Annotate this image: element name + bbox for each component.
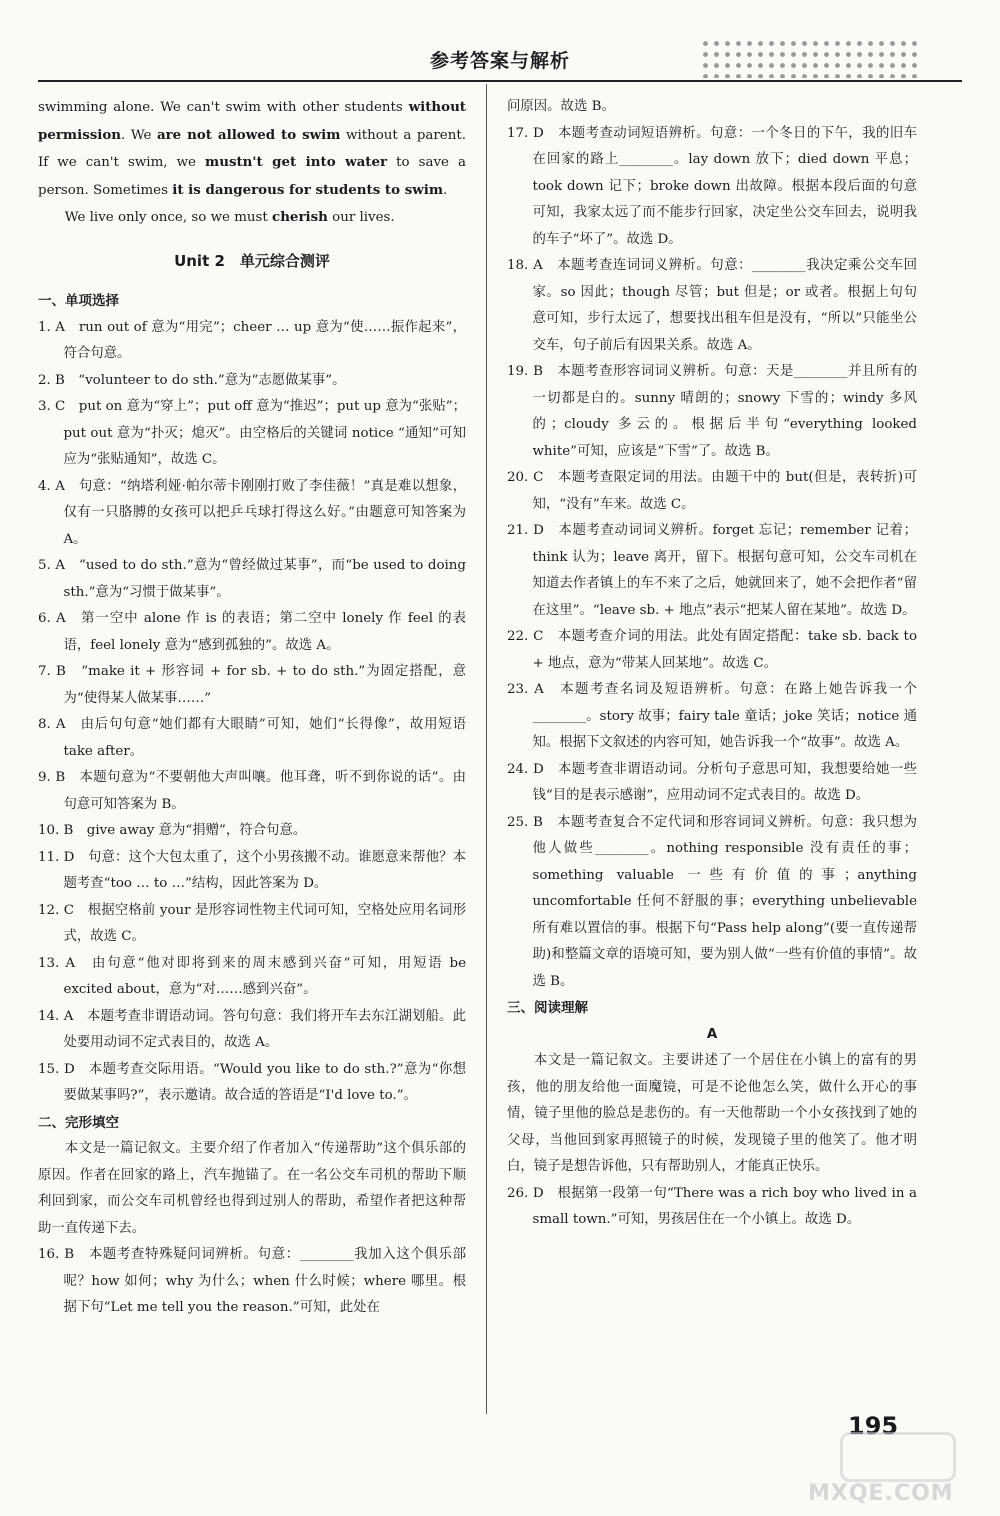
answer-item: 13. A 由句意“他对即将到来的周末感到兴奋”可知，用短语 be excited about，意为“对……感到兴奋”。 bbox=[38, 955, 466, 997]
answer-item: 20. C 本题考查限定词的用法。由题干中的 but(但是，表转折)可知，“没有”车来。故选 C。 bbox=[507, 470, 917, 512]
answer-item: 12. C 根据空格前 your 是形容词性物主代词可知，空格处应用名词形式，故选 C。 bbox=[38, 902, 466, 944]
text-run: swimming alone. We can't swim with other students bbox=[38, 100, 409, 115]
answer-item: 5. A “used to do sth.”意为“曾经做过某事”，而“be used to doing sth.”意为“习惯于做某事”。 bbox=[38, 558, 466, 600]
english-paragraph bbox=[38, 204, 466, 232]
watermark-stamp-icon bbox=[840, 1432, 956, 1482]
answer-item: 26. D 根据第一段第一句“There was a rich boy who lived in a small town.”可知，男孩居住在一个小镇上。故选 D。 bbox=[507, 1185, 917, 1227]
text-run: to save a person. Sometimes bbox=[38, 155, 467, 198]
passage-label: A bbox=[706, 1026, 718, 1042]
answer-item: 7. B “make it + 形容词 + for sb. + to do sth.”为固定搭配，意为“使得某人做某事……” bbox=[38, 664, 466, 706]
answer-item: 4. A 句意：“纳塔利娅·帕尔蒂卡刚刚打败了李佳薇！”真是难以想象，仅有一只胳膊的女孩可以把乒乓球打得这么好。”由题意可知答案为 A。 bbox=[38, 478, 466, 547]
answer-item: 3. C put on 意为“穿上”；put off 意为“推迟”；put up 意为“张贴”；put out 意为“扑灭；熄灭”。由空格后的关键词 notice “通知”可知应为“张贴通知”，故选 C。 bbox=[38, 399, 466, 467]
column-divider bbox=[486, 84, 487, 1414]
section-heading: 二、完形填空 bbox=[38, 1114, 119, 1131]
summary-paragraph: 本文是一篇记叙文。主要介绍了作者加入“传递帮助”这个俱乐部的原因。作者在回家的路上，汽车抛锚了。在一名公交车司机的帮助下顺利回到家，而公交车司机曾经也得到过别人的帮助，希望作者把这种帮助一直传递下去。 bbox=[38, 1141, 466, 1236]
text-run: without a parent. If we can't swim, we bbox=[38, 127, 466, 170]
answer-item: 22. C 本题考查介词的用法。此处有固定搭配：take sb. back to + 地点，意为“带某人回某地”。故选 C。 bbox=[507, 629, 917, 671]
answer-item: 11. D 句意：这个大包太重了，这个小男孩搬不动。谁愿意来帮他？本题考查“too … to …”结构，因此答案为 D。 bbox=[38, 849, 466, 891]
english-paragraph bbox=[38, 94, 466, 204]
answer-item: 1. A run out of 意为“用完”；cheer … up 意为“使……振作起来”，符合句意。 bbox=[38, 319, 466, 361]
continued-text: 问原因。故选 B。 bbox=[507, 99, 615, 114]
unit-title: Unit 2 单元综合测评 bbox=[174, 251, 330, 270]
text-run: our lives. bbox=[327, 210, 395, 225]
answer-item: 24. D 本题考查非谓语动词。分析句子意思可知，我想要给她一些钱“目的是表示感谢”，应用动词不定式表目的。故选 D。 bbox=[507, 761, 917, 803]
answer-item: 9. B 本题句意为“不要朝他大声叫嚷。他耳聋，听不到你说的话”。由句意可知答案为 B。 bbox=[38, 770, 466, 812]
bold-phrase: cherish bbox=[272, 209, 328, 225]
answer-item: 10. B give away 意为“捐赠”，符合句意。 bbox=[38, 823, 307, 838]
watermark-url: MXQE.COM bbox=[808, 1481, 954, 1506]
answer-item: 15. D 本题考查交际用语。“Would you like to do sth.?”意为“你想要做某事吗?”，表示邀请。故合适的答语是“I'd love to.”。 bbox=[38, 1061, 466, 1103]
summary-paragraph: 本文是一篇记叙文。主要讲述了一个居住在小镇上的富有的男孩，他的朋友给他一面魔镜，可是不论他怎么笑，做什么开心的事情，镜子里他的脸总是悲伤的。有一天他帮助一个小女孩找到了她的父母，当他回到家再照镜子的时候，发现镜子里的他笑了。他才明白，镜子是想告诉他，只有帮助别人，才能真正快乐。 bbox=[507, 1053, 917, 1174]
text-run: We live only once, so we must bbox=[64, 210, 273, 225]
section-heading: 三、阅读理解 bbox=[507, 1000, 588, 1016]
page-header-title: 参考答案与解析 bbox=[429, 50, 570, 72]
bold-phrase: without permission bbox=[38, 99, 466, 143]
page-number: 195 bbox=[848, 1412, 899, 1440]
bold-phrase: are not allowed to swim bbox=[156, 126, 341, 143]
bold-phrase: it is dangerous for students to swim bbox=[172, 181, 444, 198]
watermark-logo bbox=[800, 1432, 970, 1510]
header-rule bbox=[38, 80, 962, 82]
text-run: . We bbox=[121, 127, 157, 143]
answer-item: 14. A 本题考查非谓语动词。答句句意：我们将开车去东江湖划船。此处要用动词不定式表目的，故选 A。 bbox=[38, 1008, 466, 1050]
answer-item: 17. D 本题考查动词短语辨析。句意：一个冬日的下午，我的旧车在回家的路上________。lay down 放下；died down 平息；took down 记下；broke down 出故障。根据本段后面的句意可知，我家太远了而不能步行回家，决定坐公交车回去，说明我的车子“坏了”。故选 D。 bbox=[507, 125, 917, 247]
answer-item: 18. A 本题考查连词词义辨析。句意：________我决定乘公交车回家。so 因此；though 尽管；but 但是；or 或者。根据上句句意可知，步行太远了，想要找出租车但是没有，“所以”只能坐公交车，句子前后有因果关系。故选 A。 bbox=[507, 258, 917, 353]
answer-item: 16. B 本题考查特殊疑问词辨析。句意：________我加入这个俱乐部呢？how 如何；why 为什么；when 什么时候；where 哪里。根据下句“Let me tell you the reason.”可知，此处在 bbox=[38, 1247, 466, 1315]
answer-item: 8. A 由后句句意“她们都有大眼睛”可知，她们“长得像”，故用短语 take after。 bbox=[38, 717, 466, 759]
answer-item: 21. D 本题考查动词词义辨析。forget 忘记；remember 记着；think 认为；leave 离开，留下。根据句意可知，公交车司机在知道去作者镇上的车不来了之后，她就回来了，她不会把作者“留在这里”。“leave sb. + 地点”表示“把某人留在某地”。故选 D。 bbox=[507, 523, 917, 618]
answer-item: 23. A 本题考查名词及短语辨析。句意：在路上她告诉我一个________。story 故事；fairy tale 童话；joke 笑话；notice 通知。根据下文叙述的内容可知，她告诉我一个“故事”。故选 A。 bbox=[507, 682, 917, 750]
answer-item: 6. A 第一空中 alone 作 is 的表语；第二空中 lonely 作 feel 的表语，feel lonely 意为“感到孤独的”。故选 A。 bbox=[38, 611, 466, 653]
bold-phrase: mustn't get into water bbox=[205, 154, 388, 170]
section-heading: 一、单项选择 bbox=[38, 293, 119, 309]
answer-item: 2. B “volunteer to do sth.”意为“志愿做某事”。 bbox=[38, 372, 346, 388]
right-column bbox=[507, 94, 917, 1234]
left-column bbox=[38, 94, 466, 1322]
answer-item: 25. B 本题考查复合不定代词和形容词词义辨析。句意：我只想为他人做些________。nothing responsible 没有责任的事；something valuable 一些有价值的事；anything uncomfortable 任何不舒服的事；everything unbelievable 所有难以置信的事。根据下句“Pass help along”(要一直传递帮助)和整篇文章的语境可知，要为别人做“一些有价值的事情”。故选 B。 bbox=[507, 814, 917, 989]
text-run: . bbox=[443, 182, 448, 198]
answer-item: 19. B 本题考查形容词词义辨析。句意：天是________并且所有的一切都是白的。sunny 晴朗的；snowy 下雪的；windy 多风的；cloudy 多云的。根据后半句“everything looked white”可知，应该是“下雪”了。故选 B。 bbox=[507, 364, 917, 459]
